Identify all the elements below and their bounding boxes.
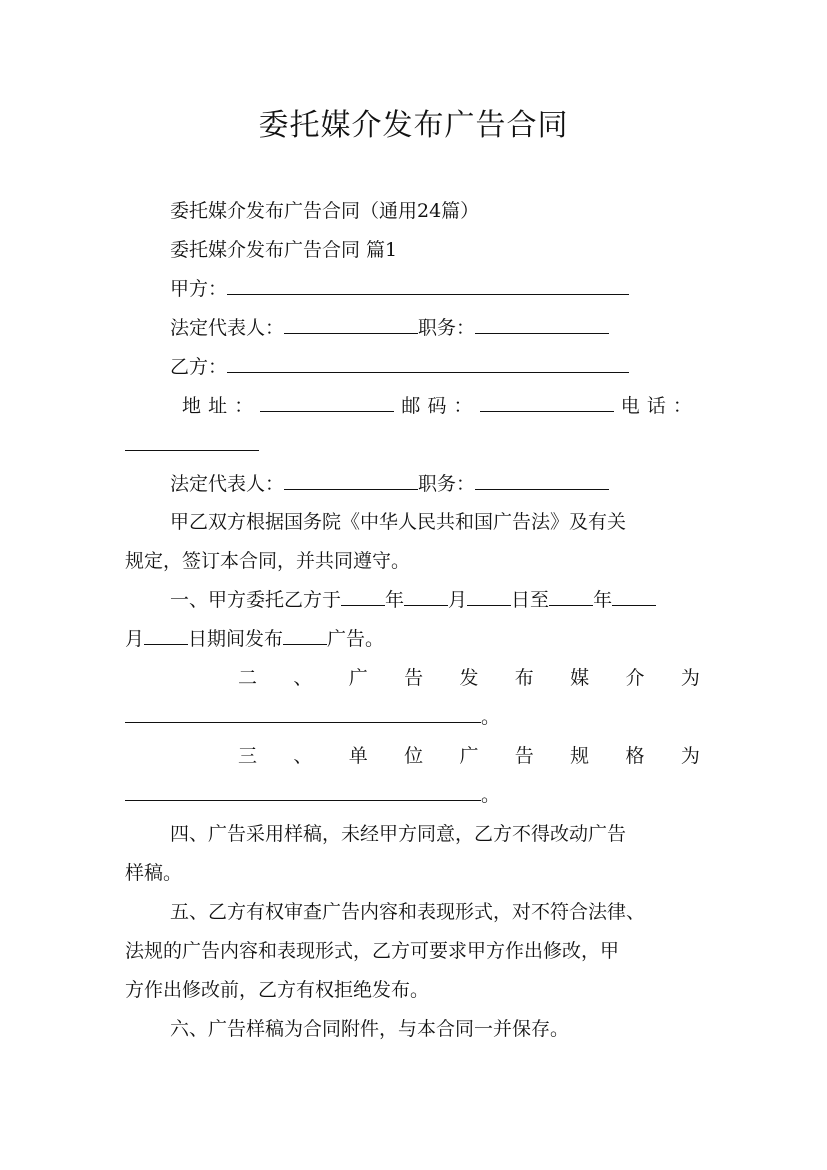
legal-rep-line	[170, 315, 609, 341]
party-b-label: 乙方：	[170, 356, 228, 378]
month-label: 月	[448, 589, 468, 611]
phone-line	[125, 432, 259, 458]
clause-3-line-2	[125, 782, 500, 808]
position-blank-2[interactable]	[475, 471, 609, 490]
clause-2-char: 介	[625, 667, 645, 689]
clause-3-char: 为	[680, 745, 700, 767]
clause-2-line-1	[238, 665, 700, 691]
clause-2-char: 、	[293, 667, 313, 689]
address-char: ：	[234, 395, 254, 417]
end-day-blank[interactable]	[144, 626, 188, 645]
clause-3-char: 位	[404, 745, 424, 767]
intro-paragraph-line-1: 甲乙双方根据国务院《中华人民共和国广告法》及有关	[170, 511, 627, 533]
legal-rep-blank-2[interactable]	[284, 471, 418, 490]
phone-blank[interactable]	[125, 432, 259, 451]
clause-5-line-3: 方作出修改前，乙方有权拒绝发布。	[125, 979, 430, 1001]
postcode-blank[interactable]	[480, 393, 614, 412]
intro-paragraph-line-2: 规定，签订本合同，并共同遵守。	[125, 550, 411, 572]
clause-2-char: 布	[514, 667, 534, 689]
clause-2-line-2	[125, 704, 500, 730]
clause-1-line-2	[125, 626, 384, 652]
legal-rep-line-2	[170, 471, 609, 497]
position-label: 职务：	[418, 317, 476, 339]
postcode-char: 邮	[401, 395, 421, 417]
media-blank[interactable]	[125, 704, 481, 723]
clause-2-char: 广	[348, 667, 368, 689]
clause-3-line-1	[238, 743, 700, 769]
postcode-char: 码	[427, 395, 447, 417]
party-a-blank[interactable]	[227, 276, 629, 295]
legal-rep-label: 法定代表人：	[170, 317, 285, 339]
phone-char: 话	[646, 395, 666, 417]
clause-1-text: 一、甲方委托乙方于	[170, 589, 342, 611]
start-year-blank[interactable]	[341, 587, 385, 606]
clause-4-line-2: 样稿。	[125, 862, 183, 884]
position-blank[interactable]	[475, 315, 609, 334]
postcode-char: ：	[453, 395, 473, 417]
clause-4-line-1: 四、广告采用样稿，未经甲方同意，乙方不得改动广告	[170, 823, 627, 845]
legal-rep-label-2: 法定代表人：	[170, 473, 285, 495]
document-subtitle: 委托媒介发布广告合同（通用24篇）	[170, 200, 480, 222]
period-label: 日期间发布	[188, 628, 284, 650]
ad-label: 广告。	[327, 628, 385, 650]
clause-1-line-1	[170, 587, 656, 613]
clause-3-char: 单	[348, 745, 368, 767]
address-blank[interactable]	[260, 393, 394, 412]
clause-5-line-2: 法规的广告内容和表现形式，乙方可要求甲方作出修改，甲	[125, 940, 620, 962]
year-label: 年	[385, 589, 405, 611]
address-char: 址	[208, 395, 228, 417]
phone-char: ：	[672, 395, 692, 417]
clause-3-char: 告	[514, 745, 534, 767]
position-label-2: 职务：	[418, 473, 476, 495]
clause-2-char: 媒	[570, 667, 590, 689]
party-a-line	[170, 276, 629, 302]
clause-2-char: 告	[404, 667, 424, 689]
clause-3-char: 、	[293, 745, 313, 767]
clause-3-char: 三	[238, 745, 258, 767]
clause-5-line-1: 五、乙方有权审查广告内容和表现形式，对不符合法律、	[170, 901, 646, 923]
ad-name-blank[interactable]	[283, 626, 327, 645]
end-year-blank[interactable]	[549, 587, 593, 606]
spec-blank[interactable]	[125, 782, 481, 801]
document-title: 委托媒介发布广告合同	[258, 108, 569, 143]
address-char: 地	[182, 395, 202, 417]
phone-char: 电	[620, 395, 640, 417]
clause-2-char: 发	[459, 667, 479, 689]
start-month-blank[interactable]	[404, 587, 448, 606]
clause-3-char: 规	[570, 745, 590, 767]
section-heading: 委托媒介发布广告合同 篇1	[170, 239, 398, 261]
legal-rep-blank[interactable]	[284, 315, 418, 334]
clause-3-end: 。	[481, 784, 501, 806]
clause-2-char: 二	[238, 667, 258, 689]
day-to-label: 日至	[511, 589, 550, 611]
party-b-line	[170, 354, 629, 380]
party-b-blank[interactable]	[227, 354, 629, 373]
clause-2-end: 。	[481, 706, 501, 728]
clause-6-line: 六、广告样稿为合同附件，与本合同一并保存。	[170, 1018, 570, 1040]
year-label-2: 年	[593, 589, 613, 611]
address-line	[182, 393, 692, 419]
start-day-blank[interactable]	[467, 587, 511, 606]
clause-2-char: 为	[680, 667, 700, 689]
clause-3-char: 广	[459, 745, 479, 767]
month-label-2: 月	[125, 628, 145, 650]
party-a-label: 甲方：	[170, 278, 228, 300]
clause-3-char: 格	[625, 745, 645, 767]
end-month-blank-a[interactable]	[612, 587, 656, 606]
